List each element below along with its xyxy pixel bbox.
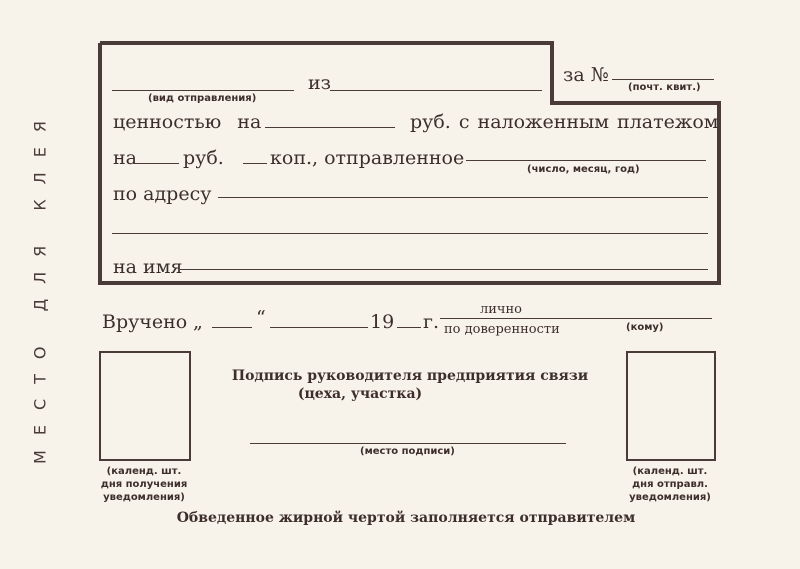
year-label: 19 xyxy=(370,311,395,333)
kop-line[interactable] xyxy=(243,163,267,164)
shipment-type-line[interactable] xyxy=(112,90,294,91)
receipt-number-label: за № xyxy=(563,64,609,86)
to-whom-caption: (кому) xyxy=(626,322,664,333)
stamp-received-caption xyxy=(86,465,202,504)
name-label: на имя xyxy=(113,256,183,278)
kop-label: коп., отправленное xyxy=(270,147,465,169)
personally-label: лично xyxy=(480,302,523,317)
address-line[interactable] xyxy=(218,197,708,198)
stamp-received-caption-line: (календ. шт. xyxy=(106,466,182,477)
sent-date-caption: (число, месяц, год) xyxy=(527,164,640,175)
address-label: по адресу xyxy=(113,183,212,205)
signature-subtitle: (цеха, участка) xyxy=(297,386,423,402)
from-label: из xyxy=(308,72,332,94)
receipt-caption: (почт. квит.) xyxy=(628,82,701,93)
delivery-month-line[interactable] xyxy=(270,327,368,328)
quote-close: “ xyxy=(256,307,266,329)
stamp-sent-caption-line: дня отправл. xyxy=(632,479,708,490)
rub-line[interactable] xyxy=(135,163,179,164)
signature-line[interactable] xyxy=(250,443,566,444)
by-proxy-label: по доверенности xyxy=(444,322,560,337)
signature-title: Подпись руководителя предприятия связи xyxy=(231,368,589,384)
shipment-type-caption: (вид отправления) xyxy=(148,93,257,104)
glue-strip-label: МЕСТО ДЛЯ КЛЕЯ xyxy=(30,106,50,464)
cod-amount-prefix: на xyxy=(113,147,137,169)
value-line[interactable] xyxy=(265,127,395,128)
stamp-received-caption-line: уведомления) xyxy=(103,492,185,503)
stamp-sent-caption-line: (календ. шт. xyxy=(632,466,708,477)
stamp-box-received[interactable] xyxy=(99,351,191,461)
signature-place-caption: (место подписи) xyxy=(360,446,455,457)
stamp-sent-caption xyxy=(612,465,728,504)
value-label: ценностью на xyxy=(113,111,262,133)
stamp-received-caption-line: дня получения xyxy=(100,479,188,490)
quote-open: „ xyxy=(193,311,203,333)
footer-note: Обведенное жирной чертой заполняется отправителем xyxy=(176,510,636,526)
from-line[interactable] xyxy=(330,90,542,91)
sent-date-line[interactable] xyxy=(466,160,706,161)
delivered-label: Вручено xyxy=(102,311,188,333)
address-line-2[interactable] xyxy=(112,233,708,234)
delivery-day-line[interactable] xyxy=(212,327,252,328)
recipient-line[interactable] xyxy=(440,318,712,319)
delivery-year-line[interactable] xyxy=(397,327,421,328)
receipt-number-line[interactable] xyxy=(612,79,714,80)
rub-label: руб. xyxy=(183,147,224,169)
stamp-sent-caption-line: уведомления) xyxy=(629,492,711,503)
year-suffix: г. xyxy=(423,311,439,333)
cod-label: руб. с наложенным платежом xyxy=(410,111,719,133)
stamp-box-sent[interactable] xyxy=(626,351,716,461)
name-line[interactable] xyxy=(180,269,708,270)
